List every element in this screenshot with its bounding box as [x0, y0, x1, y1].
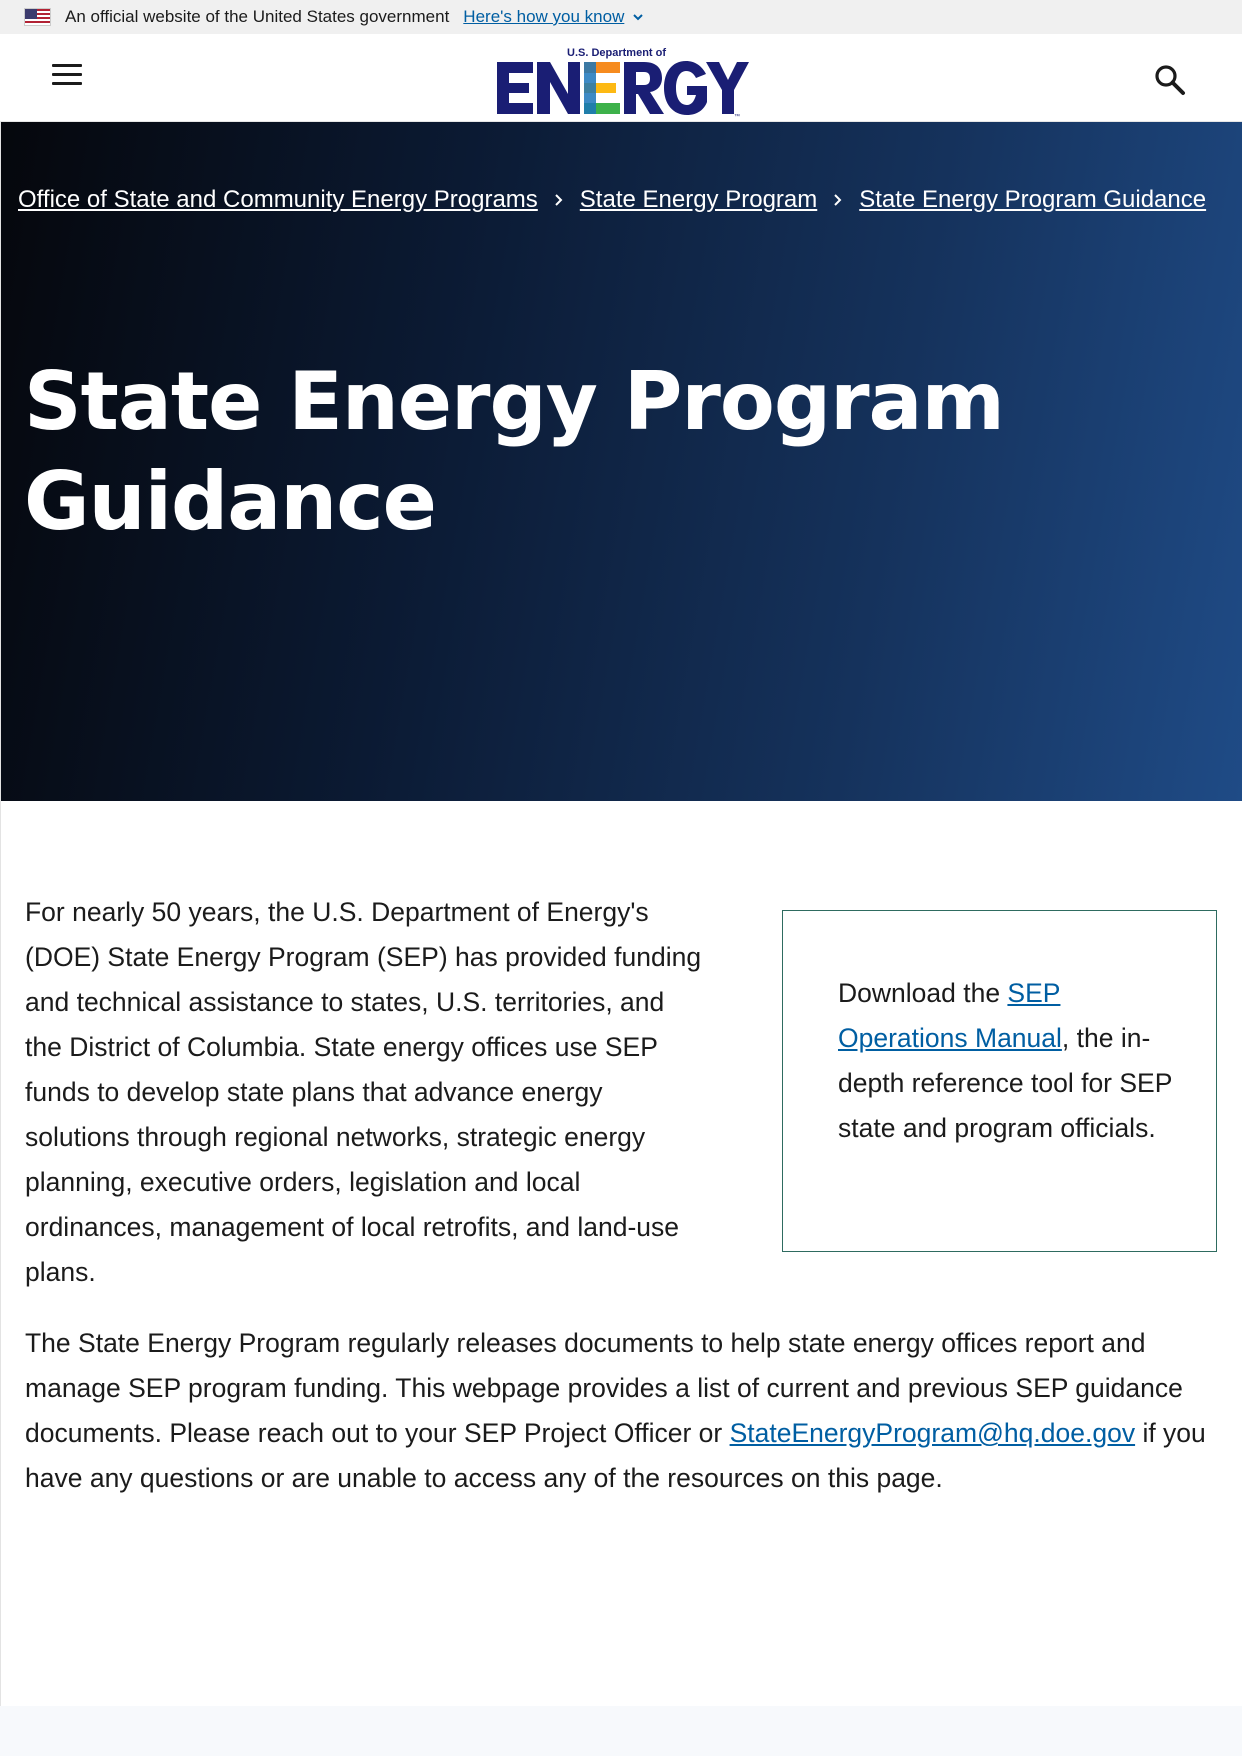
- footer-strip: [0, 1706, 1242, 1756]
- guidance-paragraph-prefix: The State Energy Program regularly releases documents to help state energy offices report and manage SEP program funding. This webpage provides a list of current and previous SEP guidance documents. Please reach out to your SEP Project Officer or: [25, 1328, 1183, 1448]
- sep-email-link[interactable]: StateEnergyProgram@hq.doe.gov: [729, 1418, 1136, 1448]
- guidance-paragraph-suffix: if you have any questions or are unable to access any of the resources on this page.: [25, 1418, 1206, 1493]
- page-title-line1: State Energy Program: [24, 355, 1004, 448]
- intro-paragraph: For nearly 50 years, the U.S. Department of Energy's (DOE) State Energy Program (SEP) has provided funding and technical assistance to states, U.S. territories, and the District of Columbia. State energy offices use SEP funds to develop state plans that advance energy solutions through regional networks, strategic energy planning, executive orders, legislation and local ordinances, management of local retrofits, and land-use plans.: [25, 897, 702, 1287]
- heres-how-you-know-link[interactable]: [463, 7, 644, 27]
- breadcrumb-link-guidance[interactable]: State Energy Program Guidance: [859, 186, 1207, 213]
- sep-operations-manual-link[interactable]: SEP Operations Manual: [838, 978, 1062, 1053]
- gov-banner: [0, 0, 1242, 34]
- gov-banner-text: An official website of the United States government: [65, 7, 450, 26]
- chevron-right-icon: [833, 193, 843, 207]
- page-title-line2: Guidance: [24, 455, 436, 548]
- us-flag-icon: [24, 8, 51, 26]
- operations-manual-callout: [782, 910, 1217, 1252]
- search-button[interactable]: [1152, 62, 1188, 98]
- search-icon: [1152, 62, 1188, 98]
- heres-how-you-know-label: Here's how you know: [463, 7, 625, 26]
- logo-small-text: U.S. Department of: [567, 47, 667, 59]
- site-header: [0, 34, 1242, 122]
- doe-energy-logo[interactable]: [494, 42, 749, 118]
- breadcrumb: [18, 186, 1206, 214]
- breadcrumb-link-office[interactable]: Office of State and Community Energy Programs: [18, 186, 538, 213]
- breadcrumb-link-sep[interactable]: State Energy Program: [579, 186, 818, 213]
- callout-prefix: Download the: [838, 978, 1008, 1008]
- callout-suffix: , the in-depth reference tool for SEP state and program officials.: [838, 1023, 1172, 1143]
- page-title: [24, 352, 1024, 552]
- logo-trademark: ™: [734, 114, 740, 118]
- menu-button[interactable]: [52, 64, 86, 92]
- hero-banner: [0, 122, 1242, 801]
- page-frame-border: [0, 122, 1, 1706]
- hamburger-icon: [52, 64, 86, 85]
- chevron-right-icon: [554, 193, 564, 207]
- chevron-down-icon: [632, 11, 644, 23]
- guidance-paragraph: [25, 1321, 1225, 1501]
